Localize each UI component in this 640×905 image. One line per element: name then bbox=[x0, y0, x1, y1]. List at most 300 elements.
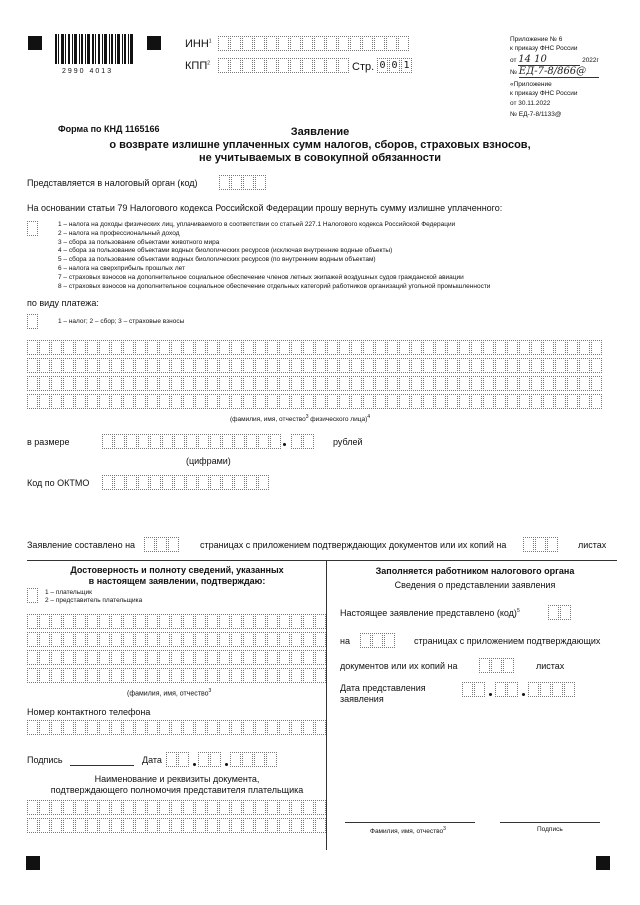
fio-grid-cell[interactable] bbox=[63, 376, 74, 391]
signer-grid-cell[interactable] bbox=[63, 632, 74, 647]
doc-grid-cell[interactable] bbox=[159, 800, 170, 815]
signer-grid-cell[interactable] bbox=[171, 668, 182, 683]
signer-grid-cell[interactable] bbox=[111, 668, 122, 683]
fio-grid-cell[interactable] bbox=[579, 358, 590, 373]
phone-grid-cell[interactable] bbox=[51, 720, 62, 735]
signer-grid-cell[interactable] bbox=[231, 650, 242, 665]
doc-grid-cell[interactable] bbox=[315, 800, 326, 815]
phone-grid-cell[interactable] bbox=[303, 720, 314, 735]
signer-grid-cell[interactable] bbox=[147, 632, 158, 647]
phone-grid-cell[interactable] bbox=[63, 720, 74, 735]
fio-grid-cell[interactable] bbox=[315, 376, 326, 391]
fio-grid-cell[interactable] bbox=[375, 358, 386, 373]
fio-grid-cell[interactable] bbox=[183, 376, 194, 391]
signer-grid-cell[interactable] bbox=[135, 650, 146, 665]
signer-grid-cell[interactable] bbox=[111, 614, 122, 629]
signer-grid-cell[interactable] bbox=[243, 650, 254, 665]
fio-grid-cell[interactable] bbox=[27, 376, 38, 391]
fio-grid-cell[interactable] bbox=[435, 394, 446, 409]
fio-grid-cell[interactable] bbox=[159, 394, 170, 409]
phone-grid-cell[interactable] bbox=[183, 720, 194, 735]
doc-grid-cell[interactable] bbox=[39, 818, 50, 833]
signer-grid-cell[interactable] bbox=[87, 650, 98, 665]
signer-grid-cell[interactable] bbox=[303, 668, 314, 683]
fio-grid-cell[interactable] bbox=[279, 394, 290, 409]
signer-grid-cell[interactable] bbox=[291, 632, 302, 647]
officer-fio-line[interactable] bbox=[345, 822, 475, 823]
doc-grid-cell[interactable] bbox=[255, 800, 266, 815]
doc-grid-cell[interactable] bbox=[63, 800, 74, 815]
doc-grid-cell[interactable] bbox=[87, 818, 98, 833]
signer-grid-cell[interactable] bbox=[111, 650, 122, 665]
fio-grid-cell[interactable] bbox=[27, 394, 38, 409]
fio-grid-cell[interactable] bbox=[363, 358, 374, 373]
fio-grid-cell[interactable] bbox=[183, 394, 194, 409]
signer-grid-cell[interactable] bbox=[195, 632, 206, 647]
signer-grid-cell[interactable] bbox=[99, 668, 110, 683]
doc-grid-cell[interactable] bbox=[267, 800, 278, 815]
composed-pages-cells[interactable] bbox=[144, 537, 180, 552]
doc-grid-cell[interactable] bbox=[231, 818, 242, 833]
doc-grid-cell[interactable] bbox=[123, 818, 134, 833]
signer-grid-cell[interactable] bbox=[195, 650, 206, 665]
submitted-code-cells[interactable] bbox=[548, 605, 572, 620]
fio-grid-cell[interactable] bbox=[471, 358, 482, 373]
fio-grid-cell[interactable] bbox=[291, 394, 302, 409]
doc-grid-cell[interactable] bbox=[63, 818, 74, 833]
signer-grid-cell[interactable] bbox=[159, 650, 170, 665]
doc-grid-cell[interactable] bbox=[99, 818, 110, 833]
sign-line[interactable] bbox=[70, 765, 134, 766]
fio-grid-cell[interactable] bbox=[531, 394, 542, 409]
doc-grid-cell[interactable] bbox=[27, 800, 38, 815]
signer-grid-cell[interactable] bbox=[279, 632, 290, 647]
signer-grid-cell[interactable] bbox=[183, 632, 194, 647]
fio-grid-cell[interactable] bbox=[231, 340, 242, 355]
fio-grid-cell[interactable] bbox=[399, 376, 410, 391]
doc-grid-cell[interactable] bbox=[207, 800, 218, 815]
fio-grid-cell[interactable] bbox=[195, 340, 206, 355]
doc-grid-cell[interactable] bbox=[27, 818, 38, 833]
phone-grid-cell[interactable] bbox=[123, 720, 134, 735]
fio-grid-cell[interactable] bbox=[315, 394, 326, 409]
oktmo-cells[interactable] bbox=[102, 475, 270, 490]
fio-grid-cell[interactable] bbox=[531, 376, 542, 391]
signer-grid-cell[interactable] bbox=[123, 632, 134, 647]
fio-grid-cell[interactable] bbox=[459, 340, 470, 355]
fio-grid-cell[interactable] bbox=[27, 358, 38, 373]
fio-grid-cell[interactable] bbox=[135, 358, 146, 373]
signer-grid-cell[interactable] bbox=[87, 632, 98, 647]
signer-grid-cell[interactable] bbox=[291, 668, 302, 683]
fio-grid-cell[interactable] bbox=[579, 394, 590, 409]
doc-grid-cell[interactable] bbox=[51, 800, 62, 815]
fio-grid-cell[interactable] bbox=[363, 394, 374, 409]
doc-grid-cell[interactable] bbox=[183, 818, 194, 833]
fio-grid-cell[interactable] bbox=[111, 340, 122, 355]
doc-grid-cell[interactable] bbox=[267, 818, 278, 833]
fio-grid-cell[interactable] bbox=[423, 376, 434, 391]
doc-grid-cell[interactable] bbox=[147, 818, 158, 833]
fio-grid-cell[interactable] bbox=[99, 376, 110, 391]
doc-grid-cell[interactable] bbox=[243, 818, 254, 833]
doc-grid-cell[interactable] bbox=[75, 818, 86, 833]
fio-grid-cell[interactable] bbox=[147, 376, 158, 391]
fio-grid-cell[interactable] bbox=[375, 394, 386, 409]
signer-grid-cell[interactable] bbox=[51, 668, 62, 683]
fio-grid-cell[interactable] bbox=[195, 394, 206, 409]
fio-grid-cell[interactable] bbox=[243, 340, 254, 355]
fio-grid-cell[interactable] bbox=[75, 394, 86, 409]
fio-grid-cell[interactable] bbox=[339, 340, 350, 355]
signer-grid-cell[interactable] bbox=[267, 650, 278, 665]
signer-grid-cell[interactable] bbox=[219, 668, 230, 683]
signer-grid-cell[interactable] bbox=[291, 614, 302, 629]
signer-grid-cell[interactable] bbox=[75, 668, 86, 683]
signer-grid-cell[interactable] bbox=[303, 614, 314, 629]
fio-grid-cell[interactable] bbox=[519, 376, 530, 391]
fio-grid-cell[interactable] bbox=[423, 340, 434, 355]
fio-grid[interactable] bbox=[27, 340, 603, 412]
fio-grid-cell[interactable] bbox=[87, 376, 98, 391]
fio-grid-cell[interactable] bbox=[423, 358, 434, 373]
fio-grid-cell[interactable] bbox=[39, 394, 50, 409]
fio-grid-cell[interactable] bbox=[435, 376, 446, 391]
fio-grid-cell[interactable] bbox=[219, 358, 230, 373]
doc-grid-cell[interactable] bbox=[111, 818, 122, 833]
phone-grid-cell[interactable] bbox=[27, 720, 38, 735]
doc-grid-cell[interactable] bbox=[303, 818, 314, 833]
fio-grid-cell[interactable] bbox=[387, 358, 398, 373]
fio-grid-cell[interactable] bbox=[531, 340, 542, 355]
fio-grid-cell[interactable] bbox=[159, 340, 170, 355]
signer-grid-cell[interactable] bbox=[75, 632, 86, 647]
signer-grid-cell[interactable] bbox=[231, 632, 242, 647]
fio-grid-cell[interactable] bbox=[579, 376, 590, 391]
fio-grid-cell[interactable] bbox=[399, 358, 410, 373]
fio-grid-cell[interactable] bbox=[291, 340, 302, 355]
inn-cells[interactable] bbox=[218, 36, 410, 51]
sign-date-cells[interactable] bbox=[166, 752, 278, 767]
fio-grid-cell[interactable] bbox=[555, 340, 566, 355]
fio-grid-cell[interactable] bbox=[555, 394, 566, 409]
phone-grid-cell[interactable] bbox=[279, 720, 290, 735]
fio-grid-cell[interactable] bbox=[147, 340, 158, 355]
signer-grid-cell[interactable] bbox=[135, 614, 146, 629]
signer-grid-cell[interactable] bbox=[291, 650, 302, 665]
phone-grid-cell[interactable] bbox=[267, 720, 278, 735]
fio-grid-cell[interactable] bbox=[543, 376, 554, 391]
fio-grid-cell[interactable] bbox=[243, 394, 254, 409]
signer-grid-cell[interactable] bbox=[279, 650, 290, 665]
fio-grid-cell[interactable] bbox=[207, 358, 218, 373]
signer-grid-cell[interactable] bbox=[99, 650, 110, 665]
fio-grid-cell[interactable] bbox=[111, 376, 122, 391]
right-sheets-cells[interactable] bbox=[479, 658, 515, 673]
fio-grid-cell[interactable] bbox=[171, 340, 182, 355]
phone-grid-cell[interactable] bbox=[39, 720, 50, 735]
fio-grid-cell[interactable] bbox=[519, 394, 530, 409]
doc-grid-cell[interactable] bbox=[147, 800, 158, 815]
doc-grid-cell[interactable] bbox=[171, 800, 182, 815]
signer-grid-cell[interactable] bbox=[267, 614, 278, 629]
doc-grid[interactable] bbox=[27, 800, 327, 836]
fio-grid-cell[interactable] bbox=[351, 358, 362, 373]
fio-grid-cell[interactable] bbox=[207, 394, 218, 409]
signer-grid-cell[interactable] bbox=[315, 668, 326, 683]
fio-grid-cell[interactable] bbox=[159, 358, 170, 373]
signer-grid-cell[interactable] bbox=[135, 668, 146, 683]
fio-grid-cell[interactable] bbox=[459, 394, 470, 409]
signer-grid-cell[interactable] bbox=[147, 668, 158, 683]
fio-grid-cell[interactable] bbox=[39, 376, 50, 391]
fio-grid-cell[interactable] bbox=[459, 358, 470, 373]
fio-grid-cell[interactable] bbox=[195, 376, 206, 391]
fio-grid-cell[interactable] bbox=[339, 376, 350, 391]
fio-grid-cell[interactable] bbox=[75, 340, 86, 355]
fio-grid-cell[interactable] bbox=[555, 358, 566, 373]
fio-grid-cell[interactable] bbox=[39, 358, 50, 373]
fio-grid-cell[interactable] bbox=[591, 376, 602, 391]
fio-grid-cell[interactable] bbox=[303, 394, 314, 409]
fio-grid-cell[interactable] bbox=[411, 394, 422, 409]
fio-grid-cell[interactable] bbox=[375, 376, 386, 391]
fio-grid-cell[interactable] bbox=[447, 376, 458, 391]
doc-grid-cell[interactable] bbox=[123, 800, 134, 815]
fio-grid-cell[interactable] bbox=[519, 340, 530, 355]
doc-grid-cell[interactable] bbox=[279, 818, 290, 833]
fio-grid-cell[interactable] bbox=[555, 376, 566, 391]
signer-grid-cell[interactable] bbox=[99, 614, 110, 629]
fio-grid-cell[interactable] bbox=[399, 340, 410, 355]
fio-grid-cell[interactable] bbox=[543, 358, 554, 373]
fio-grid-cell[interactable] bbox=[51, 376, 62, 391]
signer-grid-cell[interactable] bbox=[219, 614, 230, 629]
fio-grid-cell[interactable] bbox=[567, 394, 578, 409]
fio-grid-cell[interactable] bbox=[447, 340, 458, 355]
fio-grid-cell[interactable] bbox=[363, 376, 374, 391]
doc-grid-cell[interactable] bbox=[303, 800, 314, 815]
fio-grid-cell[interactable] bbox=[567, 358, 578, 373]
fio-grid-cell[interactable] bbox=[507, 340, 518, 355]
fio-grid-cell[interactable] bbox=[339, 394, 350, 409]
signer-grid-cell[interactable] bbox=[303, 632, 314, 647]
fio-grid-cell[interactable] bbox=[483, 358, 494, 373]
signer-grid-cell[interactable] bbox=[63, 668, 74, 683]
signer-grid-cell[interactable] bbox=[99, 632, 110, 647]
doc-grid-cell[interactable] bbox=[195, 800, 206, 815]
fio-grid-cell[interactable] bbox=[207, 376, 218, 391]
fio-grid-cell[interactable] bbox=[255, 340, 266, 355]
signer-grid-cell[interactable] bbox=[267, 668, 278, 683]
signer-grid-cell[interactable] bbox=[207, 668, 218, 683]
signer-grid-cell[interactable] bbox=[231, 668, 242, 683]
doc-grid-cell[interactable] bbox=[243, 800, 254, 815]
doc-grid-cell[interactable] bbox=[291, 818, 302, 833]
signer-grid-cell[interactable] bbox=[219, 632, 230, 647]
signer-grid-cell[interactable] bbox=[39, 650, 50, 665]
doc-grid-cell[interactable] bbox=[183, 800, 194, 815]
signer-grid-cell[interactable] bbox=[219, 650, 230, 665]
phone-grid-cell[interactable] bbox=[111, 720, 122, 735]
fio-grid-cell[interactable] bbox=[267, 358, 278, 373]
option-code-cell[interactable] bbox=[27, 221, 39, 236]
doc-grid-cell[interactable] bbox=[135, 818, 146, 833]
fio-grid-cell[interactable] bbox=[519, 358, 530, 373]
doc-grid-cell[interactable] bbox=[111, 800, 122, 815]
fio-grid-cell[interactable] bbox=[39, 340, 50, 355]
phone-grid-cell[interactable] bbox=[147, 720, 158, 735]
doc-grid-cell[interactable] bbox=[279, 800, 290, 815]
fio-grid-cell[interactable] bbox=[351, 376, 362, 391]
fio-grid-cell[interactable] bbox=[591, 358, 602, 373]
fio-grid-cell[interactable] bbox=[267, 376, 278, 391]
fio-grid-cell[interactable] bbox=[411, 340, 422, 355]
phone-grid-cell[interactable] bbox=[99, 720, 110, 735]
fio-grid-cell[interactable] bbox=[327, 340, 338, 355]
fio-grid-cell[interactable] bbox=[327, 394, 338, 409]
phone-grid-cell[interactable] bbox=[159, 720, 170, 735]
fio-grid-cell[interactable] bbox=[123, 340, 134, 355]
kpp-cells[interactable] bbox=[218, 58, 350, 73]
fio-grid-cell[interactable] bbox=[363, 340, 374, 355]
doc-grid-cell[interactable] bbox=[255, 818, 266, 833]
signer-grid-cell[interactable] bbox=[255, 650, 266, 665]
signer-grid-cell[interactable] bbox=[279, 614, 290, 629]
doc-grid-cell[interactable] bbox=[315, 818, 326, 833]
signer-grid-cell[interactable] bbox=[195, 668, 206, 683]
page-number-cells[interactable] bbox=[377, 58, 413, 73]
fio-grid-cell[interactable] bbox=[279, 358, 290, 373]
fio-grid-cell[interactable] bbox=[567, 376, 578, 391]
phone-grid-cell[interactable] bbox=[75, 720, 86, 735]
fio-grid-cell[interactable] bbox=[219, 376, 230, 391]
signer-grid-cell[interactable] bbox=[207, 614, 218, 629]
fio-grid-cell[interactable] bbox=[87, 358, 98, 373]
fio-grid-cell[interactable] bbox=[171, 376, 182, 391]
fio-grid-cell[interactable] bbox=[99, 340, 110, 355]
signer-grid-cell[interactable] bbox=[123, 614, 134, 629]
fio-grid-cell[interactable] bbox=[471, 376, 482, 391]
fio-grid-cell[interactable] bbox=[495, 358, 506, 373]
fio-grid-cell[interactable] bbox=[255, 358, 266, 373]
fio-grid-cell[interactable] bbox=[111, 358, 122, 373]
signer-grid-cell[interactable] bbox=[243, 614, 254, 629]
phone-grid-cell[interactable] bbox=[243, 720, 254, 735]
signer-grid-cell[interactable] bbox=[27, 632, 38, 647]
doc-grid-cell[interactable] bbox=[219, 818, 230, 833]
doc-grid-cell[interactable] bbox=[219, 800, 230, 815]
signer-grid-cell[interactable] bbox=[171, 632, 182, 647]
signer-grid-cell[interactable] bbox=[207, 632, 218, 647]
phone-grid-cell[interactable] bbox=[231, 720, 242, 735]
fio-grid-cell[interactable] bbox=[423, 394, 434, 409]
fio-grid-cell[interactable] bbox=[171, 394, 182, 409]
phone-grid-cell[interactable] bbox=[255, 720, 266, 735]
signer-grid-cell[interactable] bbox=[135, 632, 146, 647]
doc-grid-cell[interactable] bbox=[159, 818, 170, 833]
fio-grid-cell[interactable] bbox=[243, 358, 254, 373]
fio-grid-cell[interactable] bbox=[255, 376, 266, 391]
fio-grid-cell[interactable] bbox=[543, 394, 554, 409]
signer-grid-cell[interactable] bbox=[147, 650, 158, 665]
fio-grid-cell[interactable] bbox=[255, 394, 266, 409]
amount-rubles-cells[interactable] bbox=[102, 434, 282, 449]
fio-grid-cell[interactable] bbox=[579, 340, 590, 355]
signer-grid-cell[interactable] bbox=[267, 632, 278, 647]
signer-grid-cell[interactable] bbox=[159, 668, 170, 683]
fio-grid-cell[interactable] bbox=[75, 358, 86, 373]
signer-grid-cell[interactable] bbox=[279, 668, 290, 683]
signer-grid-cell[interactable] bbox=[303, 650, 314, 665]
payment-kind-cell[interactable] bbox=[27, 314, 39, 329]
signer-grid-cell[interactable] bbox=[183, 614, 194, 629]
doc-grid-cell[interactable] bbox=[291, 800, 302, 815]
fio-grid-cell[interactable] bbox=[267, 394, 278, 409]
signer-grid-cell[interactable] bbox=[183, 668, 194, 683]
phone-grid-cell[interactable] bbox=[315, 720, 326, 735]
fio-grid-cell[interactable] bbox=[507, 376, 518, 391]
signer-grid-cell[interactable] bbox=[75, 614, 86, 629]
fio-grid-cell[interactable] bbox=[483, 340, 494, 355]
fio-grid-cell[interactable] bbox=[159, 376, 170, 391]
signer-grid-cell[interactable] bbox=[231, 614, 242, 629]
fio-grid-cell[interactable] bbox=[231, 376, 242, 391]
signer-grid-cell[interactable] bbox=[123, 650, 134, 665]
fio-grid-cell[interactable] bbox=[567, 340, 578, 355]
doc-grid-cell[interactable] bbox=[75, 800, 86, 815]
signer-grid-cell[interactable] bbox=[243, 632, 254, 647]
fio-grid-cell[interactable] bbox=[207, 340, 218, 355]
doc-grid-cell[interactable] bbox=[51, 818, 62, 833]
fio-grid-cell[interactable] bbox=[63, 358, 74, 373]
fio-grid-cell[interactable] bbox=[231, 394, 242, 409]
fio-grid-cell[interactable] bbox=[267, 340, 278, 355]
amount-kopecks-cells[interactable] bbox=[291, 434, 315, 449]
fio-grid-cell[interactable] bbox=[123, 394, 134, 409]
fio-grid-cell[interactable] bbox=[327, 358, 338, 373]
signer-grid-cell[interactable] bbox=[39, 614, 50, 629]
fio-grid-cell[interactable] bbox=[303, 358, 314, 373]
signer-grid-cell[interactable] bbox=[27, 614, 38, 629]
signer-fio-grid[interactable] bbox=[27, 614, 327, 686]
signer-grid-cell[interactable] bbox=[27, 668, 38, 683]
fio-grid-cell[interactable] bbox=[51, 394, 62, 409]
fio-grid-cell[interactable] bbox=[315, 358, 326, 373]
fio-grid-cell[interactable] bbox=[87, 394, 98, 409]
doc-grid-cell[interactable] bbox=[207, 818, 218, 833]
fio-grid-cell[interactable] bbox=[291, 358, 302, 373]
signer-grid-cell[interactable] bbox=[243, 668, 254, 683]
fio-grid-cell[interactable] bbox=[315, 340, 326, 355]
fio-grid-cell[interactable] bbox=[183, 358, 194, 373]
fio-grid-cell[interactable] bbox=[399, 394, 410, 409]
doc-grid-cell[interactable] bbox=[99, 800, 110, 815]
fio-grid-cell[interactable] bbox=[387, 340, 398, 355]
doc-grid-cell[interactable] bbox=[87, 800, 98, 815]
phone-grid-cell[interactable] bbox=[135, 720, 146, 735]
fio-grid-cell[interactable] bbox=[87, 340, 98, 355]
fio-grid-cell[interactable] bbox=[507, 358, 518, 373]
fio-grid-cell[interactable] bbox=[219, 394, 230, 409]
fio-grid-cell[interactable] bbox=[471, 394, 482, 409]
fio-grid-cell[interactable] bbox=[435, 358, 446, 373]
signer-grid-cell[interactable] bbox=[51, 632, 62, 647]
signer-grid-cell[interactable] bbox=[255, 632, 266, 647]
doc-grid-cell[interactable] bbox=[135, 800, 146, 815]
officer-sign-line[interactable] bbox=[500, 822, 600, 823]
signer-type-cell[interactable] bbox=[27, 588, 39, 603]
